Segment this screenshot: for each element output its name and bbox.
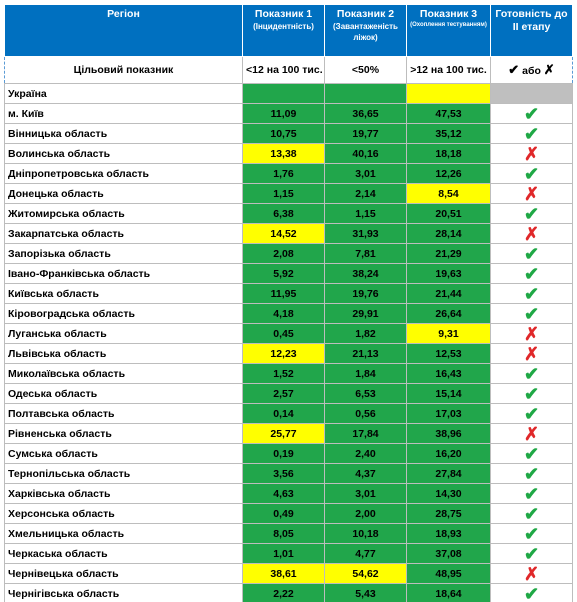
- readiness-table: [4, 4, 573, 602]
- readiness-status: [491, 424, 573, 444]
- target-readiness-legend: [491, 57, 573, 84]
- indicator-3-value: 20,51: [407, 204, 491, 224]
- indicator-1-value: 3,56: [243, 464, 325, 484]
- indicator-2-value: 36,65: [325, 104, 407, 124]
- indicator-2-value: 4,77: [325, 544, 407, 564]
- readiness-status: [491, 464, 573, 484]
- target-indicator-1: <12 на 100 тис.: [243, 57, 325, 84]
- check-icon: ✔: [523, 383, 540, 404]
- table-row: [5, 104, 573, 124]
- readiness-status: [491, 184, 573, 204]
- indicator-1-value: 2,08: [243, 244, 325, 264]
- table-row: [5, 304, 573, 324]
- indicator-3-value: 28,75: [407, 504, 491, 524]
- region-name: Волинська область: [5, 144, 243, 164]
- legend-or-text: або: [522, 65, 541, 77]
- check-icon: ✔: [523, 103, 540, 124]
- readiness-status: [491, 224, 573, 244]
- readiness-table-sheet: [4, 4, 574, 602]
- region-name: м. Київ: [5, 104, 243, 124]
- region-name: Львівська область: [5, 344, 243, 364]
- table-row: [5, 384, 573, 404]
- table-row: [5, 564, 573, 584]
- indicator-2-value: 4,37: [325, 464, 407, 484]
- check-icon: ✔: [523, 303, 540, 324]
- table-row: [5, 364, 573, 384]
- indicator-1-value: 6,38: [243, 204, 325, 224]
- region-name: Запорізька область: [5, 244, 243, 264]
- target-indicator-3: >12 на 100 тис.: [407, 57, 491, 84]
- indicator-1-value: 1,15: [243, 184, 325, 204]
- indicator-2-value: 40,16: [325, 144, 407, 164]
- region-name: Дніпропетровська область: [5, 164, 243, 184]
- indicator-1-value: 14,52: [243, 224, 325, 244]
- readiness-status: [491, 364, 573, 384]
- indicator-3-value: 15,14: [407, 384, 491, 404]
- indicator-3-value: 18,64: [407, 584, 491, 602]
- check-icon: ✔: [523, 363, 540, 384]
- indicator-1-value: 0,49: [243, 504, 325, 524]
- table-row: [5, 484, 573, 504]
- region-name: Сумська область: [5, 444, 243, 464]
- readiness-status: [491, 204, 573, 224]
- indicator-1-value: 8,05: [243, 524, 325, 544]
- indicator-2-value: 6,53: [325, 384, 407, 404]
- readiness-status: [491, 504, 573, 524]
- country-indicator-2: [325, 84, 407, 104]
- indicator-1-value: 1,76: [243, 164, 325, 184]
- region-name: Одеська область: [5, 384, 243, 404]
- indicator-3-value: 21,29: [407, 244, 491, 264]
- indicator-2-value: 1,82: [325, 324, 407, 344]
- readiness-status: [491, 444, 573, 464]
- indicator-3-value: 19,63: [407, 264, 491, 284]
- region-name: Луганська область: [5, 324, 243, 344]
- header-readiness: Готовність до ІІ етапу: [491, 5, 573, 57]
- cross-icon: ✗: [523, 343, 540, 364]
- region-name: Харківська область: [5, 484, 243, 504]
- readiness-status: [491, 304, 573, 324]
- region-name: Рівненська область: [5, 424, 243, 444]
- check-icon: ✔: [523, 483, 540, 504]
- readiness-status: [491, 544, 573, 564]
- indicator-1-value: 4,18: [243, 304, 325, 324]
- readiness-status: [491, 324, 573, 344]
- table-row: [5, 344, 573, 364]
- indicator-2-value: 7,81: [325, 244, 407, 264]
- header-indicator-3: Показник 3 (Охоплення тестуванням): [407, 5, 491, 57]
- target-label: Цільовий показник: [5, 57, 243, 84]
- check-icon: ✔: [523, 523, 540, 544]
- indicator-2-value: 2,14: [325, 184, 407, 204]
- header-indicator-2: Показник 2 (Завантаженість ліжок): [325, 5, 407, 57]
- indicator-1-value: 4,63: [243, 484, 325, 504]
- readiness-status: [491, 164, 573, 184]
- indicator-3-value: 18,93: [407, 524, 491, 544]
- check-icon: ✔: [523, 263, 540, 284]
- header-indicator-1: Показник 1 (Інцидентність): [243, 5, 325, 57]
- check-icon: ✔: [523, 403, 540, 424]
- readiness-status: [491, 344, 573, 364]
- indicator-1-value: 2,57: [243, 384, 325, 404]
- indicator-2-value: 54,62: [325, 564, 407, 584]
- table-row: [5, 424, 573, 444]
- check-icon: ✔: [508, 62, 520, 77]
- indicator-2-value: 19,77: [325, 124, 407, 144]
- table-row: [5, 544, 573, 564]
- region-name: Чернігівська область: [5, 584, 243, 602]
- region-name: Хмельницька область: [5, 524, 243, 544]
- table-row: [5, 264, 573, 284]
- indicator-3-value: 8,54: [407, 184, 491, 204]
- check-icon: ✔: [523, 583, 540, 602]
- indicator-1-value: 1,01: [243, 544, 325, 564]
- region-name: Черкаська область: [5, 544, 243, 564]
- readiness-status: [491, 384, 573, 404]
- indicator-3-value: 37,08: [407, 544, 491, 564]
- readiness-status: [491, 404, 573, 424]
- check-icon: ✔: [523, 543, 540, 564]
- indicator-2-value: 31,93: [325, 224, 407, 244]
- table-row: [5, 224, 573, 244]
- indicator-3-value: 16,20: [407, 444, 491, 464]
- readiness-status: [491, 524, 573, 544]
- table-row: [5, 464, 573, 484]
- indicator-2-value: 5,43: [325, 584, 407, 602]
- indicator-3-value: 26,64: [407, 304, 491, 324]
- indicator-2-value: 3,01: [325, 164, 407, 184]
- indicator-3-value: 16,43: [407, 364, 491, 384]
- header-row: [5, 5, 573, 57]
- cross-icon: ✗: [523, 183, 540, 204]
- indicator-1-value: 5,92: [243, 264, 325, 284]
- indicator-3-value: 17,03: [407, 404, 491, 424]
- indicator-3-value: 27,84: [407, 464, 491, 484]
- indicator-2-value: 2,00: [325, 504, 407, 524]
- readiness-status: [491, 484, 573, 504]
- indicator-1-value: 38,61: [243, 564, 325, 584]
- indicator-1-value: 11,95: [243, 284, 325, 304]
- readiness-status: [491, 124, 573, 144]
- cross-icon: ✗: [523, 563, 540, 584]
- table-row: [5, 504, 573, 524]
- indicator-1-value: 12,23: [243, 344, 325, 364]
- indicator-1-value: 0,19: [243, 444, 325, 464]
- target-indicator-2: <50%: [325, 57, 407, 84]
- indicator-3-value: 47,53: [407, 104, 491, 124]
- region-name: Івано-Франківська область: [5, 264, 243, 284]
- country-row: [5, 84, 573, 104]
- table-row: [5, 444, 573, 464]
- indicator-2-value: 10,18: [325, 524, 407, 544]
- table-row: [5, 324, 573, 344]
- check-icon: ✔: [523, 283, 540, 304]
- region-name: Миколаївська область: [5, 364, 243, 384]
- region-name: Кіровоградська область: [5, 304, 243, 324]
- check-icon: ✔: [523, 243, 540, 264]
- table-row: [5, 164, 573, 184]
- readiness-status: [491, 584, 573, 602]
- region-name: Донецька область: [5, 184, 243, 204]
- region-name: Закарпатська область: [5, 224, 243, 244]
- check-icon: ✔: [523, 443, 540, 464]
- indicator-2-value: 29,91: [325, 304, 407, 324]
- table-row: [5, 124, 573, 144]
- check-icon: ✔: [523, 203, 540, 224]
- check-icon: ✔: [523, 503, 540, 524]
- cross-icon: ✗: [543, 62, 555, 77]
- check-icon: ✔: [523, 123, 540, 144]
- cross-icon: ✗: [523, 423, 540, 444]
- indicator-2-value: 21,13: [325, 344, 407, 364]
- country-readiness: [491, 84, 573, 104]
- readiness-status: [491, 244, 573, 264]
- check-icon: ✔: [523, 463, 540, 484]
- region-name: Полтавська область: [5, 404, 243, 424]
- indicator-1-value: 0,14: [243, 404, 325, 424]
- table-row: [5, 404, 573, 424]
- country-name: Україна: [5, 84, 243, 104]
- indicator-2-value: 38,24: [325, 264, 407, 284]
- region-name: Чернівецька область: [5, 564, 243, 584]
- readiness-status: [491, 264, 573, 284]
- indicator-2-value: 17,84: [325, 424, 407, 444]
- table-row: [5, 524, 573, 544]
- header-region: Регіон: [5, 5, 243, 57]
- region-name: Житомирська область: [5, 204, 243, 224]
- cross-icon: ✗: [523, 143, 540, 164]
- region-name: Херсонська область: [5, 504, 243, 524]
- indicator-1-value: 10,75: [243, 124, 325, 144]
- check-icon: ✔: [523, 163, 540, 184]
- indicator-1-value: 11,09: [243, 104, 325, 124]
- indicator-2-value: 19,76: [325, 284, 407, 304]
- indicator-3-value: 21,44: [407, 284, 491, 304]
- region-name: Київська область: [5, 284, 243, 304]
- indicator-2-value: 2,40: [325, 444, 407, 464]
- indicator-3-value: 35,12: [407, 124, 491, 144]
- readiness-status: [491, 144, 573, 164]
- country-indicator-3: [407, 84, 491, 104]
- indicator-3-value: 14,30: [407, 484, 491, 504]
- indicator-3-value: 18,18: [407, 144, 491, 164]
- table-row: [5, 144, 573, 164]
- table-row: [5, 284, 573, 304]
- indicator-3-value: 12,53: [407, 344, 491, 364]
- cross-icon: ✗: [523, 323, 540, 344]
- cross-icon: ✗: [523, 223, 540, 244]
- indicator-3-value: 38,96: [407, 424, 491, 444]
- table-row: [5, 204, 573, 224]
- region-name: Тернопільська область: [5, 464, 243, 484]
- indicator-1-value: 25,77: [243, 424, 325, 444]
- indicator-1-value: 1,52: [243, 364, 325, 384]
- indicator-1-value: 2,22: [243, 584, 325, 602]
- indicator-3-value: 12,26: [407, 164, 491, 184]
- table-row: [5, 584, 573, 602]
- indicator-3-value: 48,95: [407, 564, 491, 584]
- readiness-status: [491, 564, 573, 584]
- region-name: Вінницька область: [5, 124, 243, 144]
- indicator-2-value: 1,84: [325, 364, 407, 384]
- indicator-3-value: 9,31: [407, 324, 491, 344]
- table-row: [5, 184, 573, 204]
- readiness-status: [491, 284, 573, 304]
- indicator-3-value: 28,14: [407, 224, 491, 244]
- indicator-2-value: 0,56: [325, 404, 407, 424]
- indicator-2-value: 3,01: [325, 484, 407, 504]
- table-row: [5, 244, 573, 264]
- indicator-1-value: 13,38: [243, 144, 325, 164]
- target-row: [5, 57, 573, 84]
- country-indicator-1: [243, 84, 325, 104]
- indicator-2-value: 1,15: [325, 204, 407, 224]
- readiness-status: [491, 104, 573, 124]
- indicator-1-value: 0,45: [243, 324, 325, 344]
